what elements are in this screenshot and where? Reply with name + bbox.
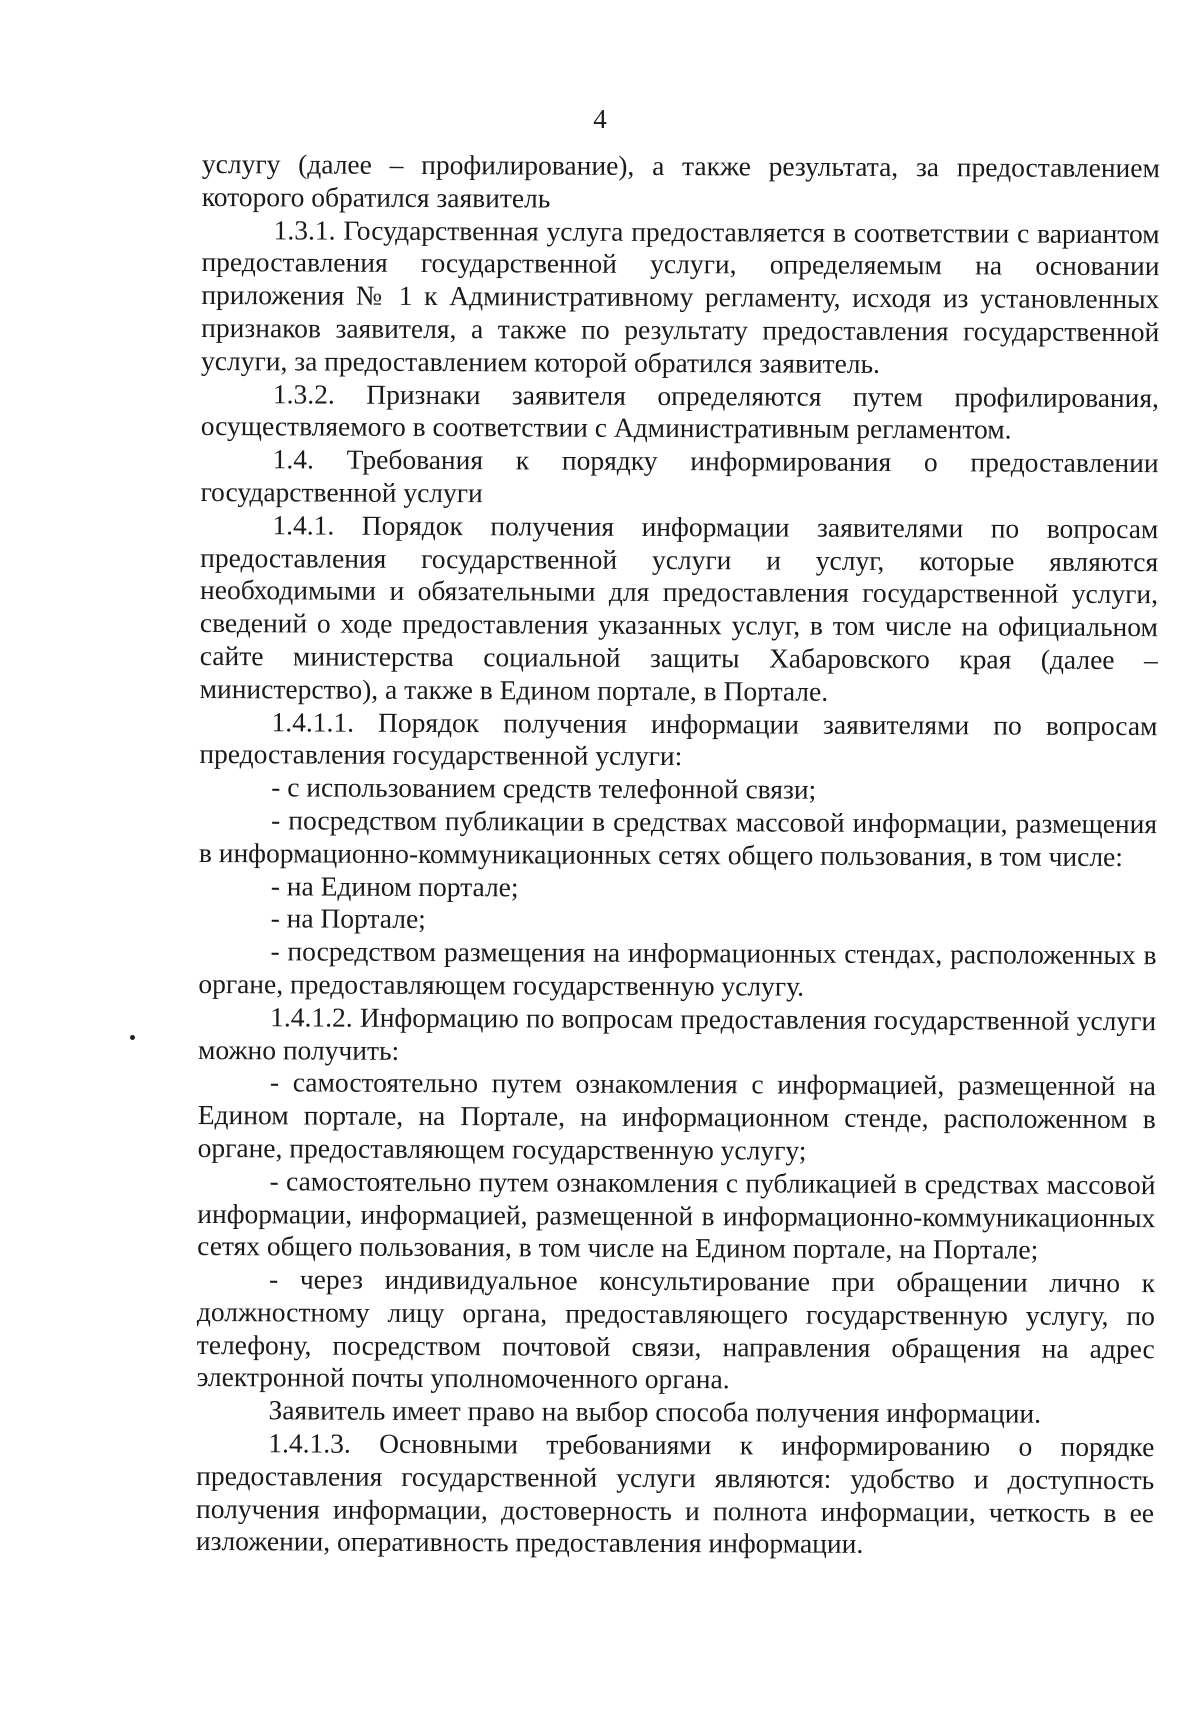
scan-speck — [130, 1035, 135, 1040]
paragraph: 1.3.2. Признаки заявителя определяются путем профилирования, осуществляемого в соответствии с Административным регламентом. — [200, 377, 1159, 445]
paragraph: 1.3.1. Государственная услуга предоставляется в соответствии с вариантом предоставления государственной услуги, определяемым на основании приложения № 1 к Административному регламенту, исходя из установленных признаков заявителя, а также по результату предоставления государственной услуги, за предоставлением которой обратился заявитель. — [201, 213, 1160, 379]
paragraph: 1.4.1.3. Основными требованиями к информированию о порядке предоставления государственной услуги являются: удобство и доступность получения информации, достоверность и полнота информации, четкость в ее изложении, оперативность предоставления информации. — [195, 1427, 1155, 1560]
paragraph: 1.4.1.2. Информацию по вопросам предоставления государственной услуги можно получить: — [198, 1001, 1157, 1066]
page-number: 4 — [593, 104, 607, 134]
list-item: - на Портале; — [270, 902, 426, 935]
section-heading: 1.4. Требования к порядку информирования о предоставлении государственной услуги — [200, 443, 1159, 509]
list-item: - на Едином портале; — [270, 869, 519, 902]
list-item: - с использованием средств телефонной связи; — [271, 771, 817, 805]
paragraph: услугу (далее – профилирование), а также результата, за предоставлением которого обратился заявитель — [201, 148, 1160, 214]
list-item: - самостоятельно путем ознакомления с публикацией в средствах массовой информации, информацией, размещенной в информационно-коммуникационных сетях общего пользования, в том числе на Едином портале, на Портале; — [197, 1165, 1156, 1265]
list-item: - самостоятельно путем ознакомления с информацией, размещенной на Едином портале, на Портале, на информационном стенде, расположенном в органе, предоставляющем государственную услугу; — [197, 1066, 1156, 1166]
paragraph: 1.4.1. Порядок получения информации заявителями по вопросам предоставления государственной услуги и услуг, которые являются необходимыми и обязательными для предоставления государственной услуги, сведений о ходе предоставления указанных услуг, в том числе на официальном сайте министерства социальной защиты Хабаровского края (далее – министерство), а также в Едином портале, в Портале. — [199, 509, 1159, 707]
list-item: - через индивидуальное консультирование при обращении лично к должностному лицу органа, предоставляющего государственную услугу, по телефону, посредством почтовой связи, направления обращения на адрес электронной почты уполномоченного органа. — [196, 1263, 1156, 1395]
paragraph: Заявитель имеет право на выбор способа получения информации. — [268, 1394, 1042, 1429]
document-body — [196, 148, 1160, 1562]
paragraph: 1.4.1.1. Порядок получения информации заявителями по вопросам предоставления государственной услуги: — [199, 705, 1158, 772]
list-item: - посредством публикации в средствах массовой информации, размещения в информационно-коммуникационных сетях общего пользования, в том числе: — [198, 804, 1158, 872]
list-item: - посредством размещения на информационных стендах, расположенных в органе, предоставляющем государственную услугу. — [198, 935, 1157, 1002]
